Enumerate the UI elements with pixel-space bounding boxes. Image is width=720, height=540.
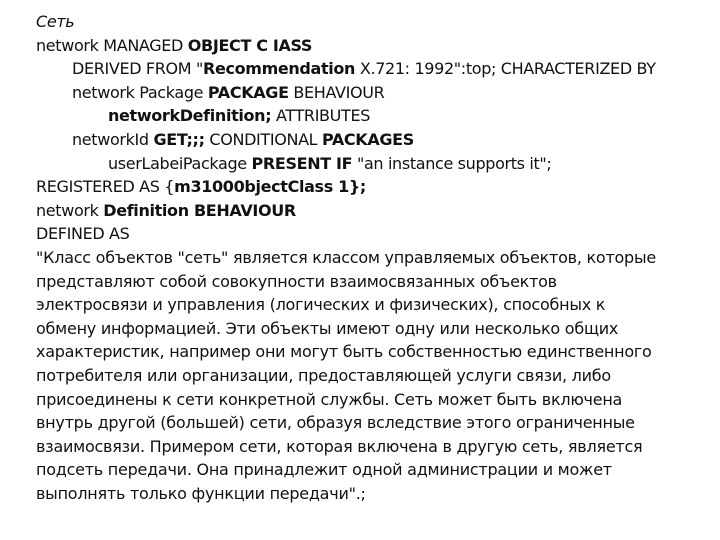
definition-line: подсеть передачи. Она принадлежит одной администрации и может	[36, 460, 612, 480]
code-text: network	[36, 200, 104, 220]
package-line	[36, 81, 684, 105]
definition-line: выполнять только функции передачи".;	[36, 483, 366, 503]
keyword-text: OBJECT C IASS	[187, 35, 313, 55]
definition-paragraph	[36, 246, 684, 506]
keyword-text: PACKAGES	[321, 129, 414, 149]
keyword-text: PRESENT IF	[251, 153, 353, 173]
keyword-text: Class	[287, 177, 339, 197]
keyword-text: m31000bject	[174, 177, 288, 197]
keyword-text: networkDefinition;	[108, 106, 272, 126]
registered-as-line	[36, 175, 684, 199]
definition-line: взаимосвязи. Примером сети, которая включена в другую сеть, является	[36, 436, 643, 456]
definition-line: характеристик, например они могут быть собственностью единственного	[36, 342, 652, 362]
definition-line: внутрь другой (большей) сети, образуя вследствие этого ограниченные	[36, 413, 635, 433]
code-text: userLabeiPackage	[108, 153, 252, 173]
keyword-text: GET;;;	[153, 129, 205, 149]
keyword-text: 1};	[338, 177, 366, 197]
code-text: CONDITIONAL	[204, 129, 322, 149]
code-text: DEFINED AS	[36, 224, 130, 244]
definition-line: потребителя или организации, предоставляющей услуги связи, либо	[36, 365, 611, 385]
code-text: REGISTERED AS {	[36, 177, 175, 197]
keyword-text: PACKAGE	[207, 82, 289, 102]
definition-line: обмену информацией. Эти объекты имеют одну или несколько общих	[36, 318, 619, 338]
managed-object-class-line	[36, 34, 684, 58]
definition-line: "Класс объектов "сеть" является классом управляемых объектов, которые	[36, 247, 656, 267]
definition-behaviour-line	[36, 199, 684, 223]
code-text: network MANAGED	[36, 35, 188, 55]
title-line	[36, 10, 684, 34]
derived-from-line	[36, 57, 684, 81]
keyword-text: Definition BEHAVIOUR	[103, 200, 296, 220]
keyword-text: Recommendation	[203, 59, 356, 79]
title: Сеть	[36, 12, 75, 31]
defined-as-line	[36, 222, 684, 246]
code-text: network Package	[72, 82, 208, 102]
definition-line: представляют собой совокупности взаимосвязанных объектов	[36, 271, 557, 291]
network-definition-line	[36, 104, 684, 128]
code-text: BEHAVIOUR	[288, 82, 385, 102]
network-id-line	[36, 128, 684, 152]
definition-line: присоединены к сети конкретной службы. Сеть может быть включена	[36, 389, 623, 409]
code-text: DERIVED FROM "	[72, 59, 203, 79]
definition-line: электросвязи и управления (логических и физических), способных к	[36, 295, 606, 315]
user-label-package-line	[36, 152, 684, 176]
code-text: ATTRIBUTES	[271, 106, 371, 126]
code-text: networkId	[72, 129, 154, 149]
code-text: "an instance supports it";	[352, 153, 552, 173]
code-text: X.721: 1992":top; CHARACTERIZED BY	[355, 59, 656, 79]
